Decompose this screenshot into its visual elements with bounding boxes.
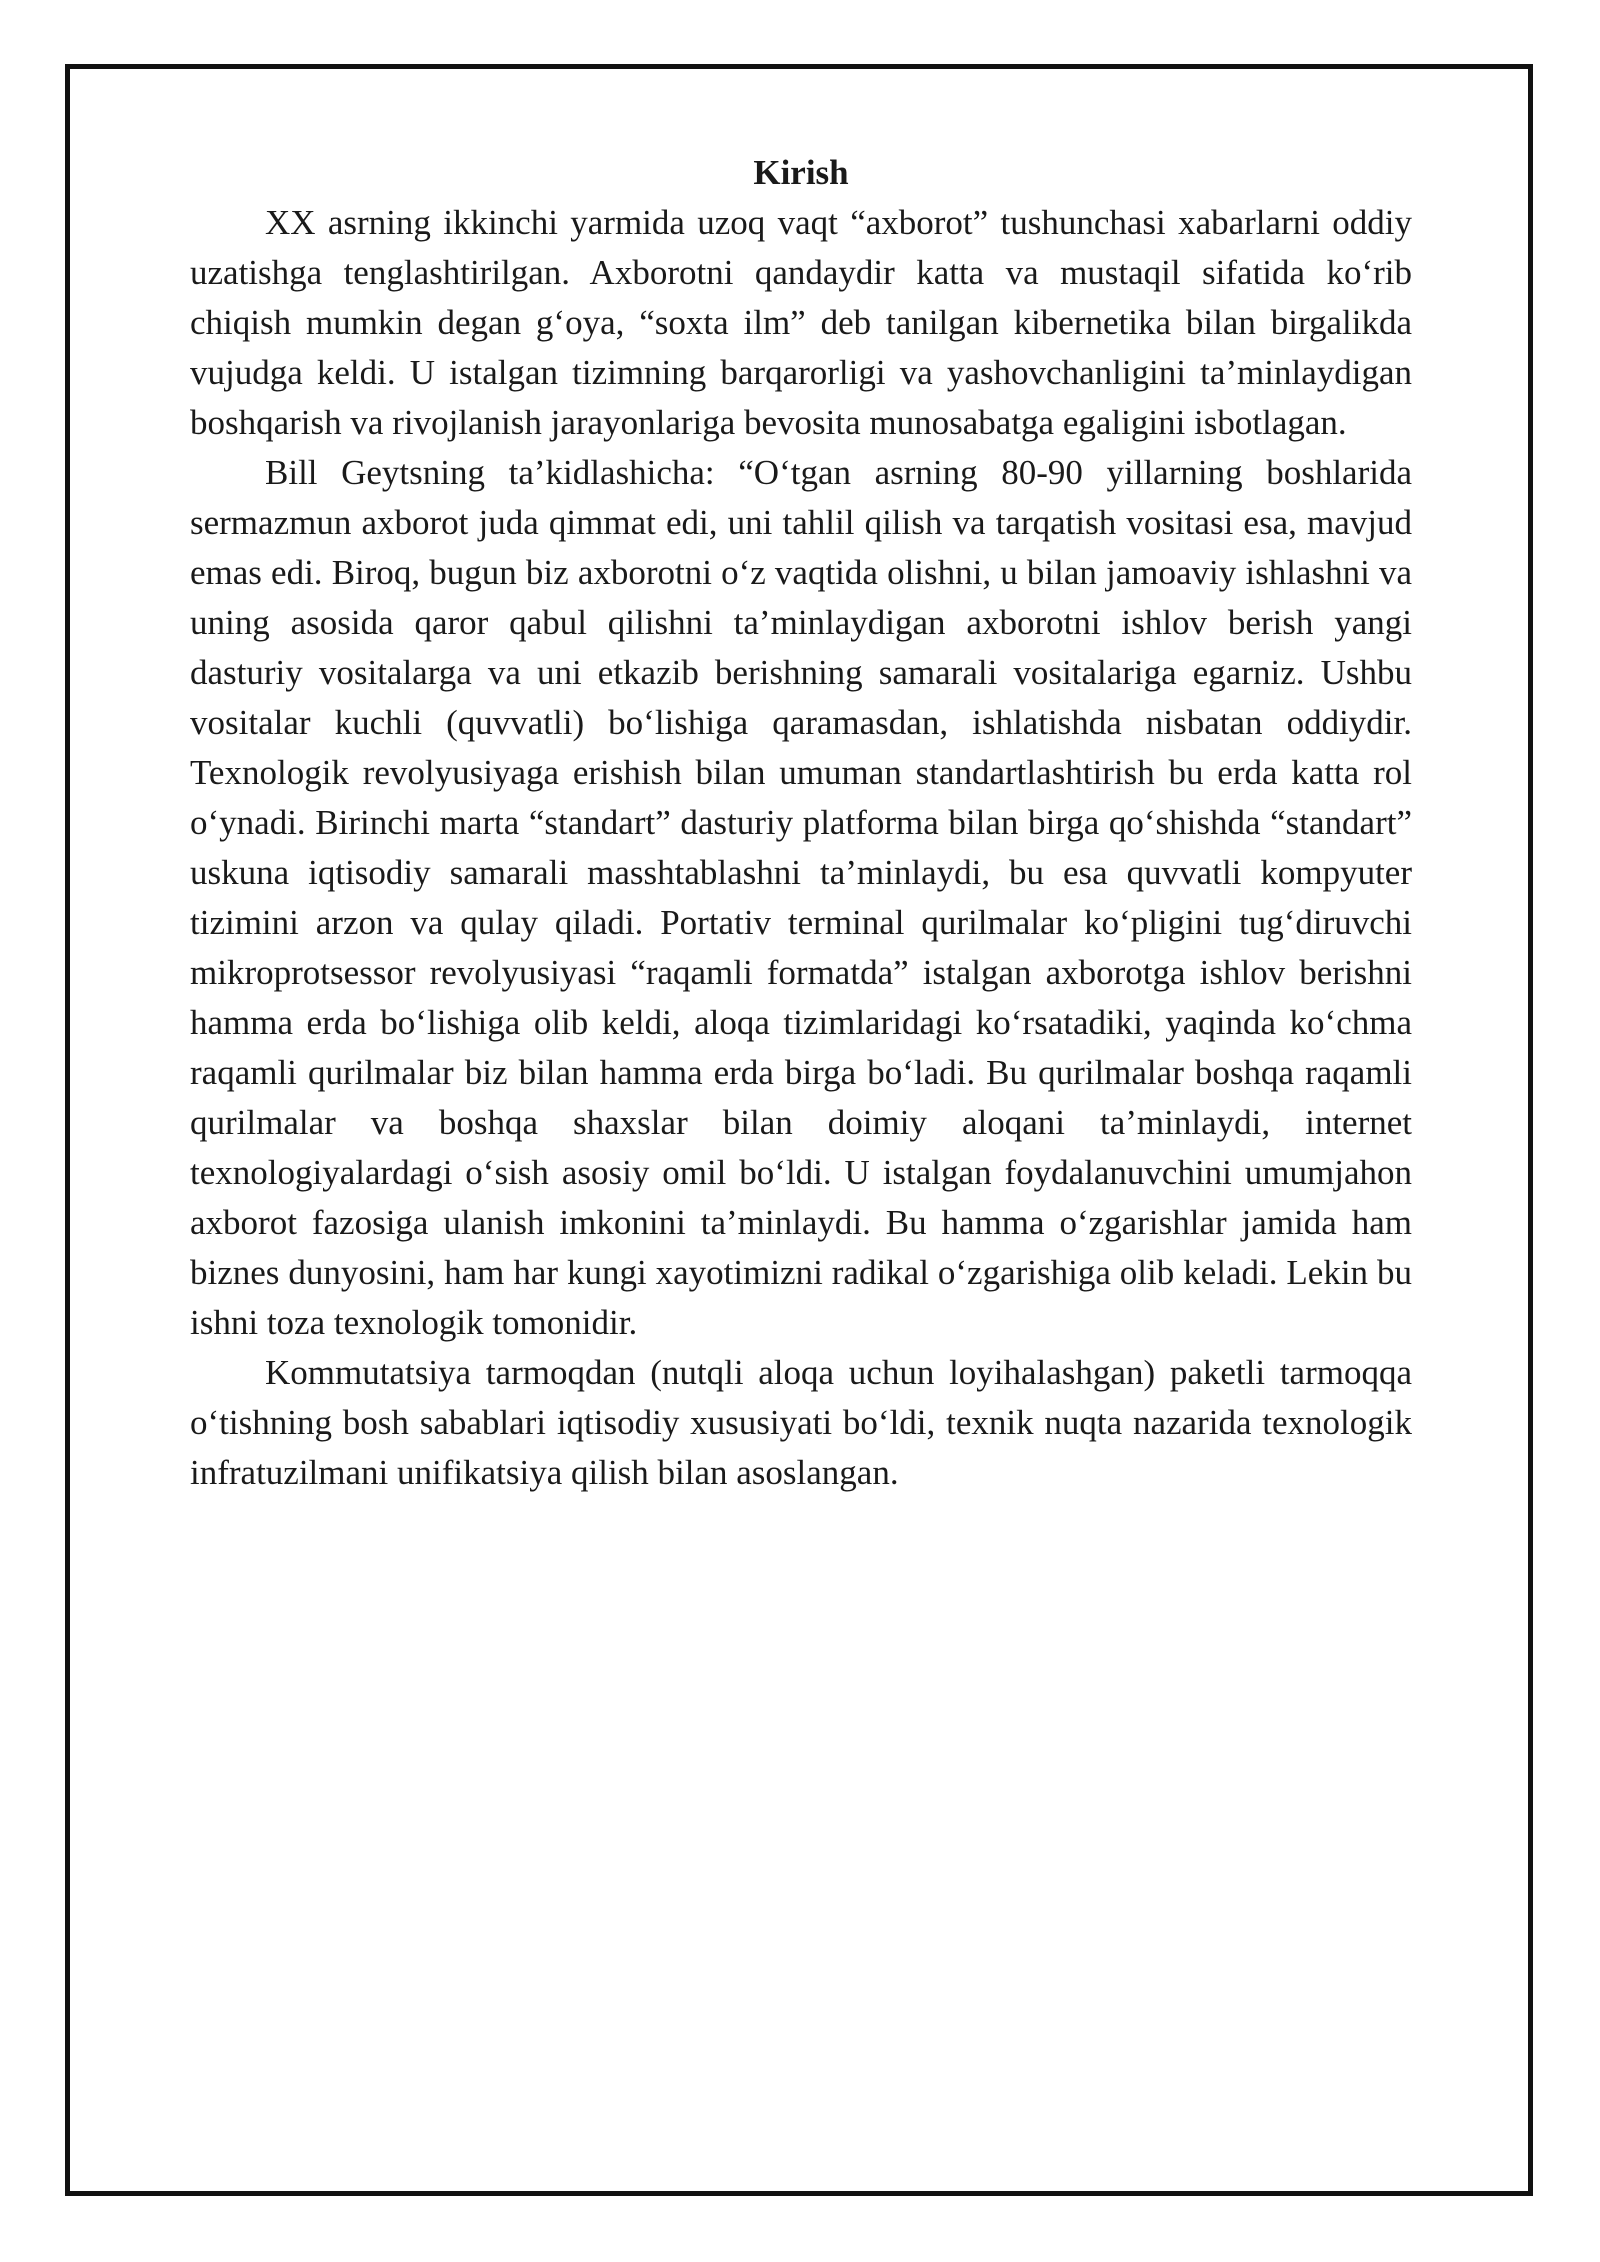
paragraph-3: Kommutatsiya tarmoqdan (nutqli aloqa uchun loyihalashgan) paketli tarmoqqa o‘tishning bosh sabablari iqtisodiy xususiyati bo‘ldi, texnik nuqta nazarida texnologik infratuzilmani unifikatsiya qilish bilan asoslangan.: [190, 1353, 1412, 1492]
document-title: Kirish: [753, 153, 849, 192]
paragraph-1: XX asrning ikkinchi yarmida uzoq vaqt “axborot” tushunchasi xabarlarni oddiy uzatishga tenglashtirilgan. Axborotni qandaydir katta va mustaqil sifatida ko‘rib chiqish mumkin degan g‘oya, “soxta ilm” deb tanilgan kibernetika bilan birgalikda vujudga keldi. U istalgan tizimning barqarorligi va yashovchanligini ta’minlaydigan boshqarish va rivojlanish jarayonlariga bevosita munosabatga egaligini isbotlagan.: [190, 203, 1412, 442]
paragraph-2: Bill Geytsning ta’kidlashicha: “O‘tgan asrning 80-90 yillarning boshlarida sermazmun axborot juda qimmat edi, uni tahlil qilish va tarqatish vositasi esa, mavjud emas edi. Biroq, bugun biz axborotni o‘z vaqtida olishni, u bilan jamoaviy ishlashni va uning asosida qaror qabul qilishni ta’minlaydigan axborotni ishlov berish yangi dasturiy vositalarga va uni etkazib berishning samarali vositalariga egarniz. Ushbu vositalar kuchli (quvvatli) bo‘lishiga qaramasdan, ishlatishda nisbatan oddiydir. Texnologik revolyusiyaga erishish bilan umuman standartlashtirish bu erda katta rol o‘ynadi. Birinchi marta “standart” dasturiy platforma bilan birga qo‘shishda “standart” uskuna iqtisodiy samarali masshtablashni ta’minlaydi, bu esa quvvatli kompyuter tizimini arzon va qulay qiladi. Portativ terminal qurilmalar ko‘pligini tug‘diruvchi mikroprotsessor revolyusiyasi “raqamli formatda” istalgan axborotga ishlov berishni hamma erda bo‘lishiga olib keldi, aloqa tizimlaridagi ko‘rsatadiki, yaqinda ko‘chma raqamli qurilmalar biz bilan hamma erda birga bo‘ladi. Bu qurilmalar boshqa raqamli qurilmalar va boshqa shaxslar bilan doimiy aloqani ta’minlaydi, internet texnologiyalardagi o‘sish asosiy omil bo‘ldi. U istalgan foydalanuvchini umumjahon axborot fazosiga ulanish imkonini ta’minlaydi. Bu hamma o‘zgarishlar jamida ham biznes dunyosini, ham har kungi xayotimizni radikal o‘zgarishiga olib keladi. Lekin bu ishni toza texnologik tomonidir.: [190, 453, 1412, 1342]
document-body: [190, 148, 1412, 1498]
